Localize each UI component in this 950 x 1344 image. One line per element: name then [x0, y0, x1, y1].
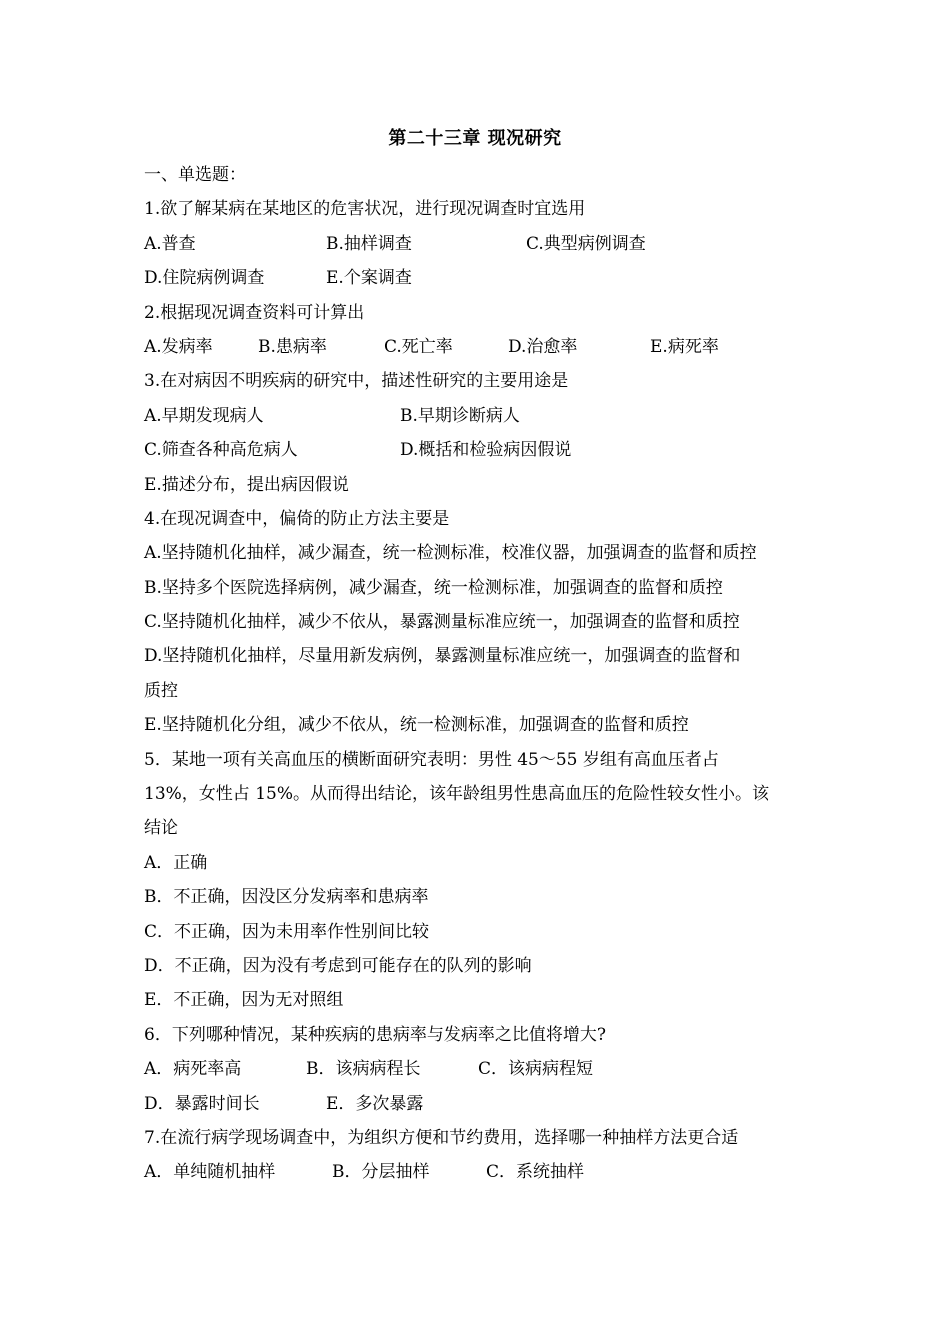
- question-4-stem: 4.在现况调查中，偏倚的防止方法主要是: [144, 508, 450, 529]
- question-6-options-row-1: [144, 1052, 814, 1086]
- q5-option-a[interactable]: A．正确: [144, 852, 208, 873]
- question-3-options-row-1: [144, 399, 814, 433]
- q6-option-e[interactable]: E．多次暴露: [326, 1093, 424, 1114]
- question-5-stem-line-2: 13%，女性占 15%。从而得出结论，该年龄组男性患高血压的危险性较女性小。该: [144, 784, 769, 805]
- q4-option-b[interactable]: B.坚持多个医院选择病例，减少漏查，统一检测标准，加强调查的监督和质控: [144, 577, 723, 598]
- q7-option-c[interactable]: C．系统抽样: [486, 1162, 585, 1183]
- q1-option-c[interactable]: C.典型病例调查: [526, 233, 646, 254]
- q4-option-d-continued[interactable]: 质控: [144, 680, 178, 701]
- q2-option-d[interactable]: D.治愈率: [508, 336, 578, 357]
- q5-option-c[interactable]: C．不正确，因为未用率作性别间比较: [144, 921, 430, 942]
- q1-option-e[interactable]: E.个案调查: [326, 268, 412, 289]
- question-5-stem-line-3: 结论: [144, 818, 178, 839]
- question-3-options-row-2: [144, 433, 814, 467]
- q2-option-b[interactable]: B.患病率: [258, 336, 327, 357]
- q7-option-a[interactable]: A．单纯随机抽样: [144, 1162, 276, 1183]
- question-1-stem: 1.欲了解某病在某地区的危害状况，进行现况调查时宜选用: [144, 199, 586, 220]
- q1-option-b[interactable]: B.抽样调查: [326, 233, 412, 254]
- q4-option-d[interactable]: D.坚持随机化抽样，尽量用新发病例，暴露测量标准应统一，加强调查的监督和: [144, 646, 741, 667]
- q2-option-c[interactable]: C.死亡率: [384, 336, 453, 357]
- section-heading: 一、单选题：: [144, 165, 246, 185]
- question-3-stem: 3.在对病因不明疾病的研究中，描述性研究的主要用途是: [144, 371, 569, 392]
- question-6-options-row-2: [144, 1087, 814, 1121]
- question-5-stem-line-1: 5．某地一项有关高血压的横断面研究表明：男性 45～55 岁组有高血压者占: [144, 749, 719, 770]
- q2-option-a[interactable]: A.发病率: [144, 336, 213, 357]
- question-1-options-row-1: [144, 227, 814, 261]
- q4-option-c[interactable]: C.坚持随机化抽样，减少不依从，暴露测量标准应统一，加强调查的监督和质控: [144, 612, 740, 633]
- q6-option-d[interactable]: D．暴露时间长: [144, 1093, 260, 1114]
- question-7-options-row: [144, 1155, 814, 1189]
- q1-option-a[interactable]: A.普查: [144, 233, 196, 254]
- q5-option-b[interactable]: B．不正确，因没区分发病率和患病率: [144, 887, 429, 908]
- q5-option-e[interactable]: E．不正确，因为无对照组: [144, 990, 344, 1011]
- q4-option-a[interactable]: A.坚持随机化抽样，减少漏查，统一检测标准，校准仪器，加强调查的监督和质控: [144, 543, 757, 564]
- q3-option-e[interactable]: E.描述分布，提出病因假说: [144, 474, 349, 495]
- question-2-options-row: [144, 330, 814, 364]
- q5-option-d[interactable]: D．不正确，因为没有考虑到可能存在的队列的影响: [144, 955, 532, 976]
- q3-option-d[interactable]: D.概括和检验病因假说: [400, 440, 572, 461]
- chapter-title: 第二十三章 现况研究: [388, 128, 562, 149]
- question-6-stem: 6．下列哪种情况，某种疾病的患病率与发病率之比值将增大?: [144, 1024, 606, 1045]
- q6-option-c[interactable]: C．该病病程短: [478, 1059, 594, 1080]
- question-2-stem: 2.根据现况调查资料可计算出: [144, 302, 365, 323]
- q2-option-e[interactable]: E.病死率: [650, 336, 719, 357]
- question-list: [144, 158, 814, 1190]
- q3-option-c[interactable]: C.筛查各种高危病人: [144, 440, 298, 461]
- q6-option-b[interactable]: B．该病病程长: [306, 1059, 421, 1080]
- q7-option-b[interactable]: B．分层抽样: [332, 1162, 430, 1183]
- q3-option-a[interactable]: A.早期发现病人: [144, 405, 264, 426]
- question-1-options-row-2: [144, 261, 814, 295]
- q6-option-a[interactable]: A．病死率高: [144, 1059, 242, 1080]
- q1-option-d[interactable]: D.住院病例调查: [144, 268, 265, 289]
- q4-option-e[interactable]: E.坚持随机化分组，减少不依从，统一检测标准，加强调查的监督和质控: [144, 715, 689, 736]
- q3-option-b[interactable]: B.早期诊断病人: [400, 405, 520, 426]
- question-7-stem: 7.在流行病学现场调查中，为组织方便和节约费用，选择哪一种抽样方法更合适: [144, 1127, 739, 1148]
